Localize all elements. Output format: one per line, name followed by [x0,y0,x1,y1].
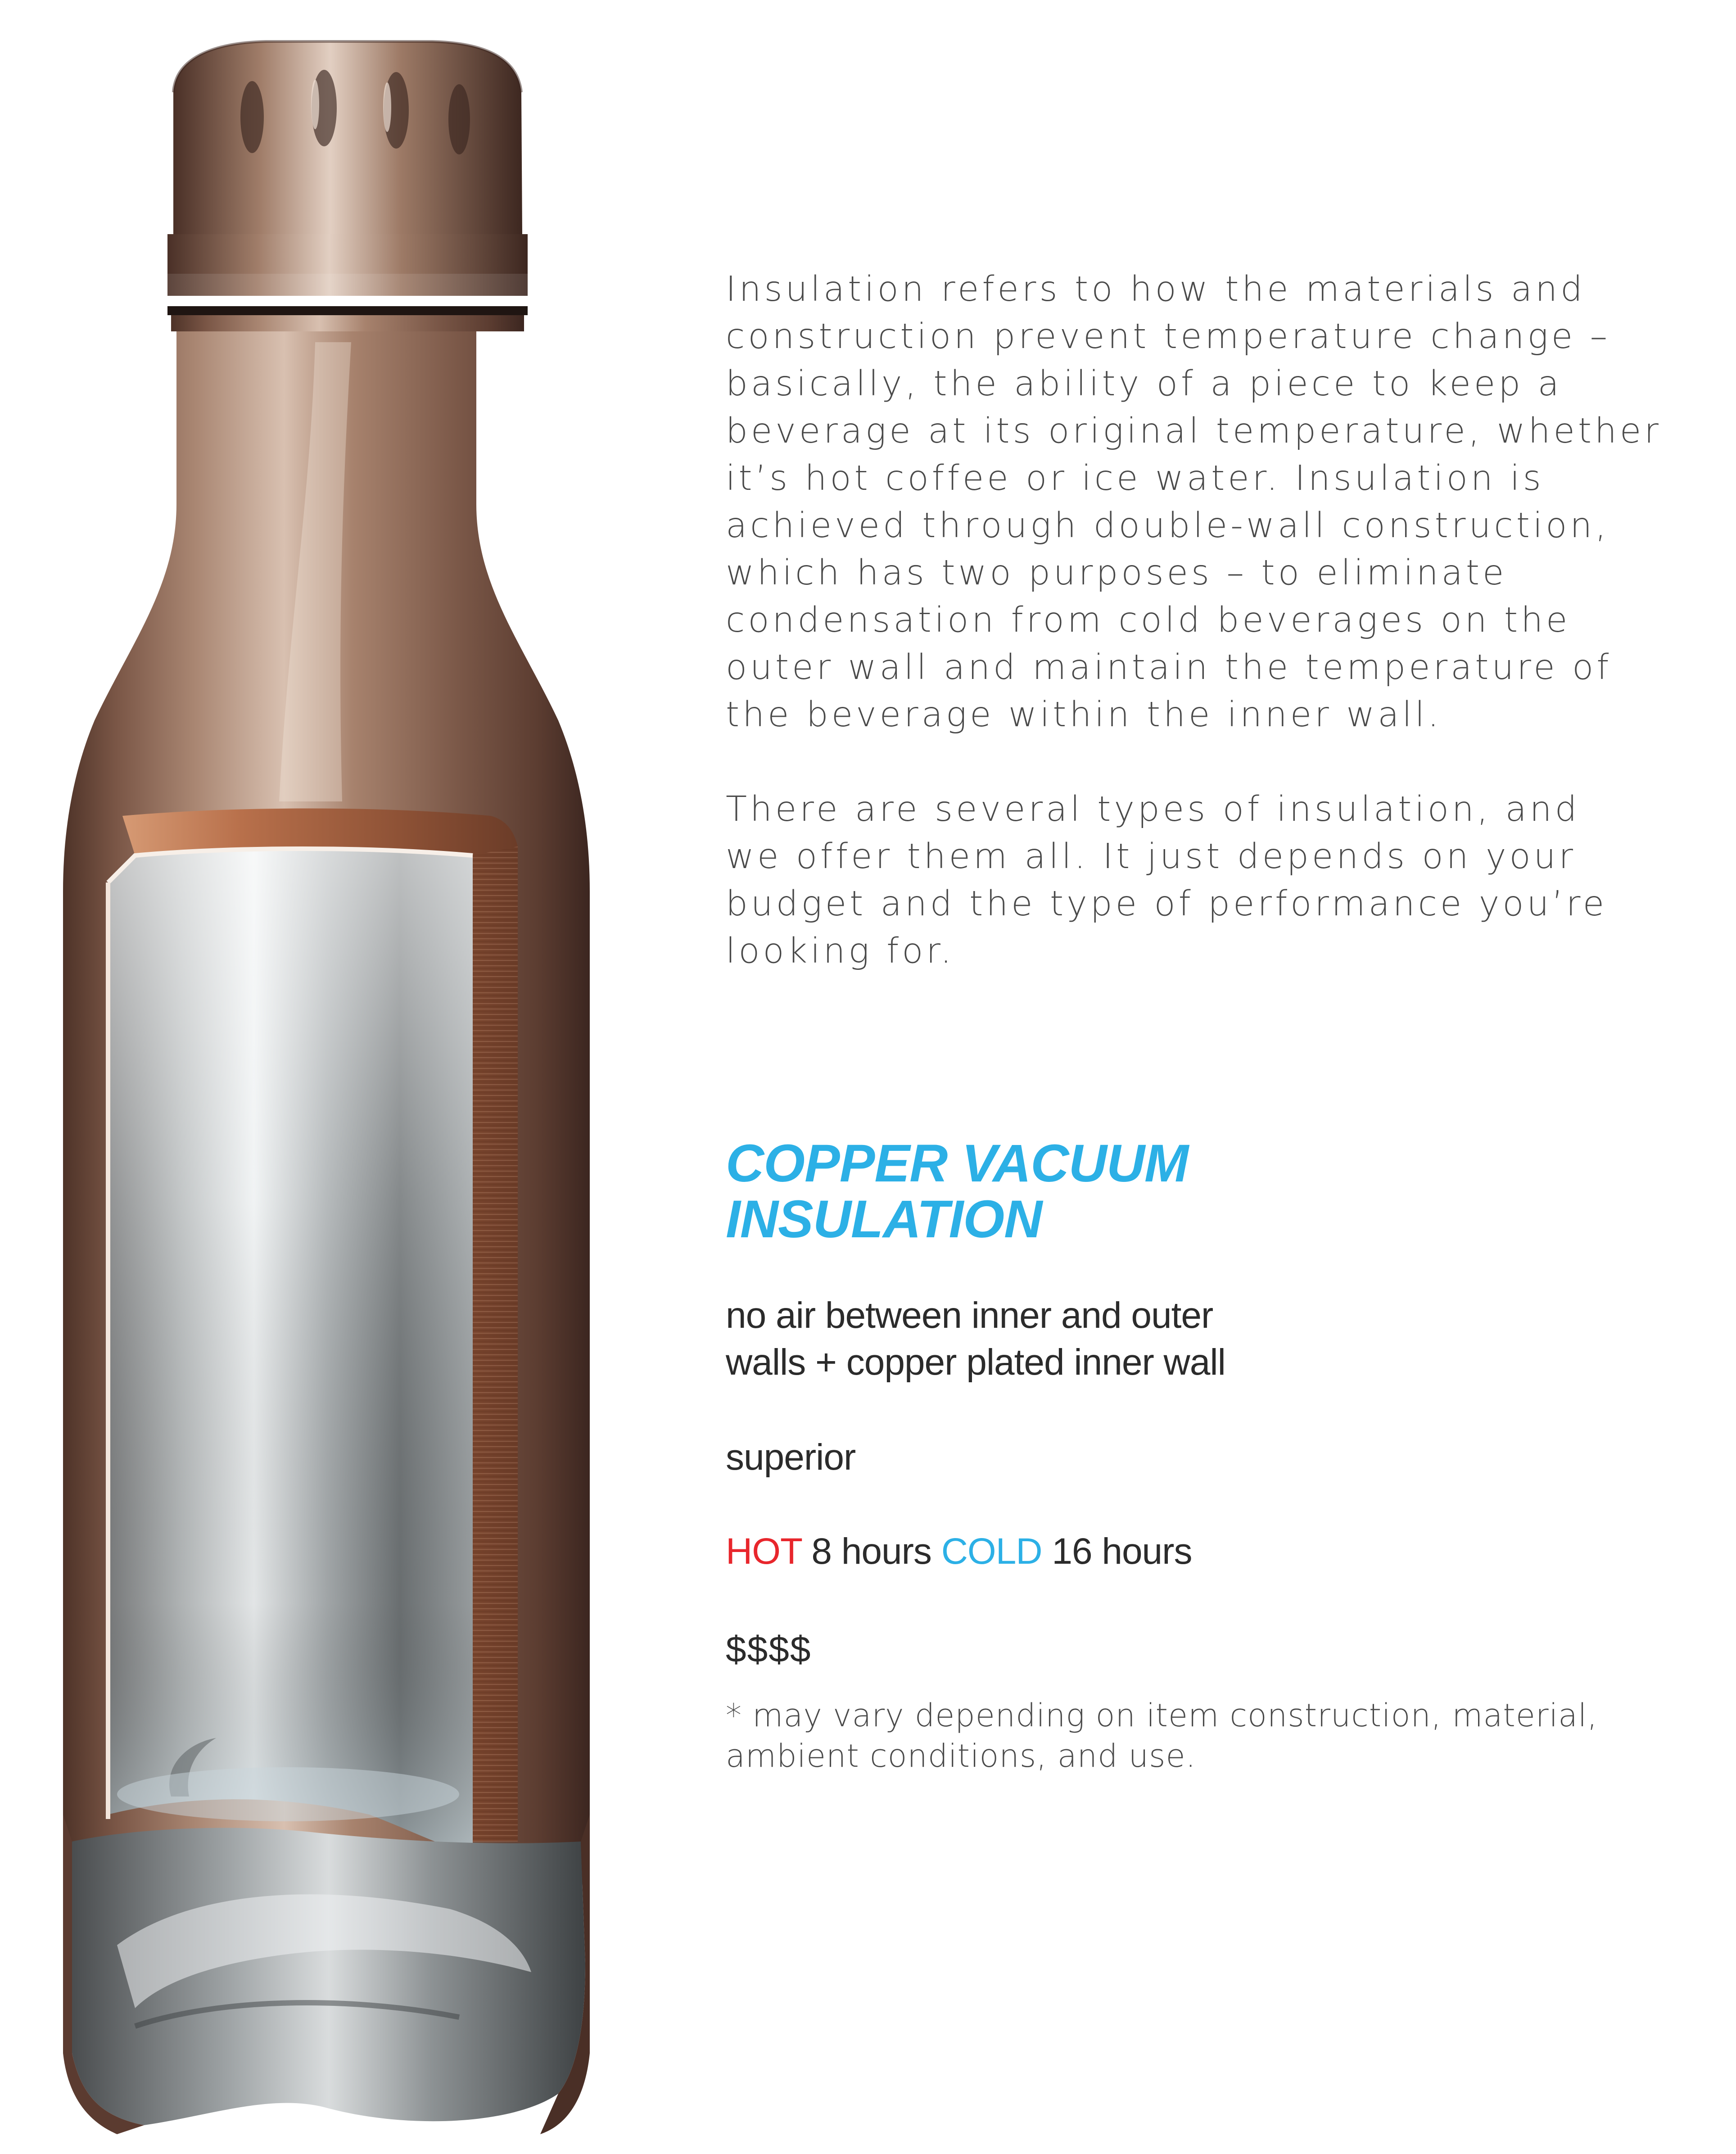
performance-rating: superior [726,1437,856,1478]
product-description: no air between inner and outer walls + copper plated inner wall [726,1295,1225,1383]
product-title: COPPER VACUUM INSULATION [726,1134,1189,1249]
intro-paragraph-insulation-types: There are several types of insulation, and we offer them all. It just depends on your budget and the type of performance you’re looking for. [726,789,1608,971]
hot-duration: 8 hours [811,1531,931,1572]
footnote: * may vary depending on item construction, material, ambient conditions, and use. [726,1697,1598,1774]
cold-label: COLD [941,1531,1042,1572]
intro-text-block [726,266,1671,975]
bottle-drawing [0,0,648,2154]
price-tier: $$$$ [726,1629,812,1670]
temperature-retention [726,1528,1192,1575]
hot-label: HOT [726,1531,802,1572]
copper-bottle-cutaway-illustration [0,0,648,2154]
intro-paragraph-insulation-definition: Insulation refers to how the materials and construction prevent temperature change – basically, the ability of a piece to keep a beverage at its original temperature, whether it’s hot coffee or ice water. Insulation is achieved through double-wall construction, which has two purposes – to eliminate condensation from cold beverages on the outer wall and maintain the temperature of the beverage within the inner wall. [726,269,1662,735]
cold-duration: 16 hours [1052,1531,1192,1572]
